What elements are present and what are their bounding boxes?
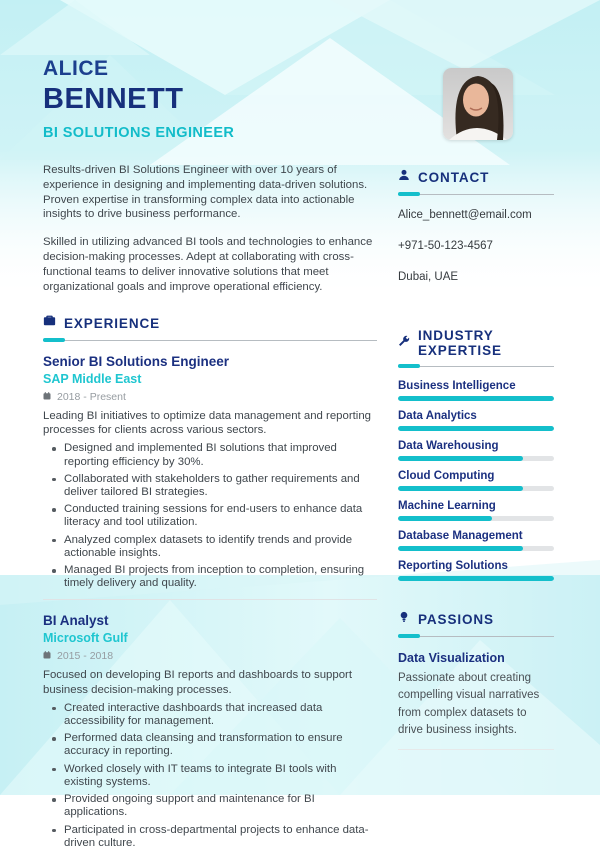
skill-row xyxy=(398,500,554,521)
passions-section xyxy=(398,610,554,750)
passions-heading xyxy=(398,610,554,628)
job-bullets xyxy=(43,702,377,850)
contact-heading-label: CONTACT xyxy=(418,169,490,185)
section-rule xyxy=(398,366,554,367)
job-dates xyxy=(43,391,377,403)
contact-phone: +971-50-123-4567 xyxy=(398,240,493,252)
skill-bar-track xyxy=(398,546,554,551)
job-title: BI SOLUTIONS ENGINEER xyxy=(43,125,235,141)
industry-expertise-heading xyxy=(398,328,554,358)
passion-title: Data Visualization xyxy=(398,651,505,665)
skill-bar-track xyxy=(398,396,554,401)
passions-heading-label: PASSIONS xyxy=(418,611,494,627)
job-bullet: Created interactive dashboards that increased data accessibility for management. xyxy=(43,702,377,728)
first-name: ALICE xyxy=(43,57,109,80)
skill-bar-track xyxy=(398,426,554,431)
calendar-icon xyxy=(43,650,51,662)
job-summary: Leading BI initiatives to optimize data management and reporting processes for clients across various sectors. xyxy=(43,410,371,437)
job-bullet: Analyzed complex datasets to identify trends and provide actionable insights. xyxy=(43,534,377,560)
contact-items xyxy=(398,209,554,283)
job-dates-label: 2018 - Present xyxy=(57,391,126,403)
experience-heading xyxy=(43,314,377,332)
job-bullet: Worked closely with IT teams to integrate BI tools with existing systems. xyxy=(43,763,377,789)
skills-list xyxy=(398,380,554,581)
skill-bar-track xyxy=(398,516,554,521)
skill-bar-track xyxy=(398,456,554,461)
experience-heading-label: EXPERIENCE xyxy=(64,315,161,331)
industry-expertise-section xyxy=(398,328,554,590)
briefcase-icon xyxy=(43,314,56,332)
job-entry xyxy=(43,613,377,849)
skill-bar-fill xyxy=(398,426,554,431)
passion-description: Passionate about creating compelling visual narratives from complex datasets to drive business insights. xyxy=(398,672,540,736)
job-bullet: Collaborated with stakeholders to gather requirements and deliver tailored BI strategies. xyxy=(43,473,377,499)
person-icon xyxy=(398,168,410,186)
job-bullet: Conducted training sessions for end-users to enhance data literacy and tool utilization. xyxy=(43,503,377,529)
skill-bar-fill xyxy=(398,456,523,461)
skill-row xyxy=(398,380,554,401)
industry-expertise-heading-label: INDUSTRY EXPERTISE xyxy=(418,328,502,358)
job-bullet: Provided ongoing support and maintenance for BI applications. xyxy=(43,793,377,819)
job-role: Senior BI Solutions Engineer xyxy=(43,354,230,369)
job-summary: Focused on developing BI reports and dashboards to support business decision-making processes. xyxy=(43,669,353,696)
summary-paragraph: Skilled in utilizing advanced BI tools and technologies to enhance decision-making processes. Adept at collaborating with cross-functional teams to deliver innovative solutions that meet organizational goals and improve operational efficiency. xyxy=(43,236,373,293)
skill-label: Reporting Solutions xyxy=(398,560,508,572)
skill-bar-fill xyxy=(398,486,523,491)
skill-label: Data Warehousing xyxy=(398,440,499,452)
skill-label: Business Intelligence xyxy=(398,380,516,392)
passion-divider xyxy=(398,749,554,750)
skill-bar-fill xyxy=(398,396,554,401)
calendar-icon xyxy=(43,391,51,403)
skill-label: Database Management xyxy=(398,530,523,542)
skill-bar-fill xyxy=(398,546,523,551)
job-dates-label: 2015 - 2018 xyxy=(57,650,114,663)
header xyxy=(43,57,234,141)
skill-bar-fill xyxy=(398,516,492,521)
contact-section xyxy=(398,168,554,302)
contact-location: Dubai, UAE xyxy=(398,271,459,283)
last-name: BENNETT xyxy=(43,83,184,115)
section-rule xyxy=(398,194,554,195)
skill-row xyxy=(398,440,554,461)
lightbulb-icon xyxy=(398,610,410,628)
skill-row xyxy=(398,470,554,491)
job-company: Microsoft Gulf xyxy=(43,631,128,646)
profile-photo xyxy=(443,68,513,140)
skill-bar-track xyxy=(398,486,554,491)
job-divider xyxy=(43,599,377,600)
skill-row xyxy=(398,560,554,581)
job-role: BI Analyst xyxy=(43,613,109,629)
wrench-icon xyxy=(398,334,410,352)
job-dates xyxy=(43,650,377,662)
job-bullet: Managed BI projects from inception to completion, ensuring timely delivery and quality. xyxy=(43,564,377,590)
summary-paragraph: Results-driven BI Solutions Engineer with over 10 years of experience in designing and implementing data-driven solutions. Proven expertise in transforming complex data into actionable insights to drive business performance. xyxy=(43,164,368,221)
skill-bar-fill xyxy=(398,576,554,581)
skill-row xyxy=(398,530,554,551)
job-entry xyxy=(43,354,377,590)
job-bullet: Performed data cleansing and transformation to ensure accuracy in reporting. xyxy=(43,732,377,758)
section-rule xyxy=(43,340,377,341)
section-rule xyxy=(398,636,554,637)
skill-label: Cloud Computing xyxy=(398,470,495,482)
job-bullet: Participated in cross-departmental projects to enhance data-driven culture. xyxy=(43,824,377,850)
experience-section xyxy=(43,314,377,850)
skill-label: Machine Learning xyxy=(398,500,496,512)
contact-email: Alice_bennett@email.com xyxy=(398,209,532,221)
job-bullets xyxy=(43,442,377,590)
skill-bar-track xyxy=(398,576,554,581)
contact-heading xyxy=(398,168,554,186)
job-company: SAP Middle East xyxy=(43,372,142,386)
skill-label: Data Analytics xyxy=(398,410,477,422)
job-bullet: Designed and implemented BI solutions that improved reporting efficiency by 30%. xyxy=(43,442,377,468)
profile-summary xyxy=(43,163,379,308)
skill-row xyxy=(398,410,554,431)
